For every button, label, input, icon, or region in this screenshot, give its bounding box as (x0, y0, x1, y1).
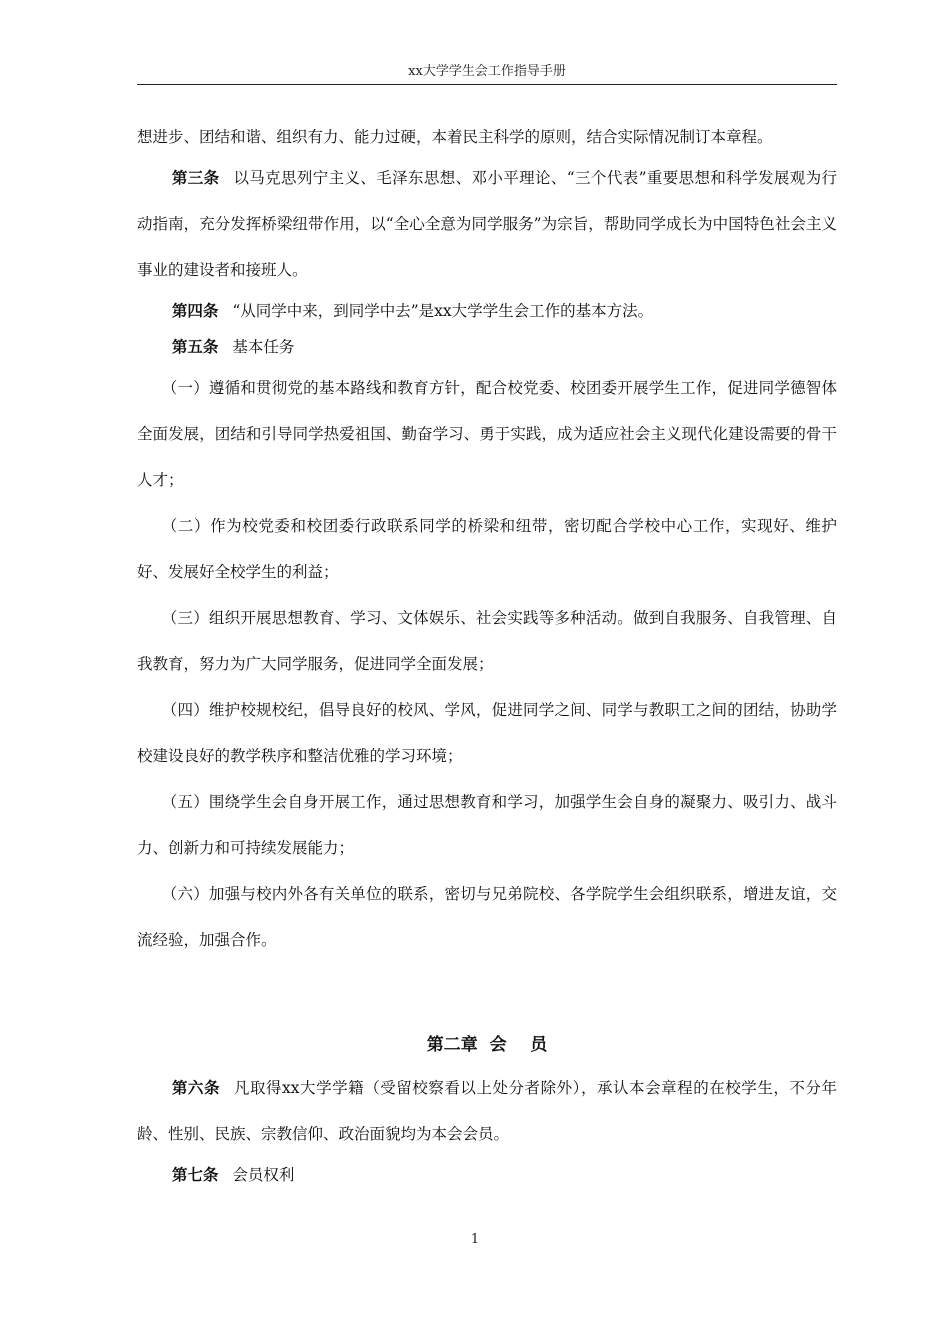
article-6-label: 第六条 (171, 1078, 220, 1097)
page-header (137, 62, 837, 85)
article-6 (137, 1065, 837, 1157)
intro-paragraph: 想进步、团结和谐、组织有力、能力过硬，本着民主科学的原则，结合实际情况制订本章程。 (137, 128, 773, 146)
task-item-5: （五）围绕学生会自身开展工作，通过思想教育和学习，加强学生会自身的凝聚力、吸引力、战斗力、创新力和可持续发展能力； (137, 793, 837, 857)
task-item-6: （六）加强与校内外各有关单位的联系，密切与兄弟院校、各学院学生会组织联系，增进友谊，交流经验，加强合作。 (137, 885, 837, 949)
task-item-2: （二）作为校党委和校团委行政联系同学的桥梁和纽带，密切配合学校中心工作，实现好、维护好、发展好全校学生的利益； (137, 517, 837, 581)
article-5-text: 基本任务 (232, 338, 295, 356)
document-body (137, 119, 837, 1193)
article-5-label: 第五条 (171, 337, 219, 356)
chapter-heading: 第二章 会 员 (426, 1035, 548, 1055)
header-title: xx大学学生会工作指导手册 (408, 64, 566, 79)
article-4-label: 第四条 (171, 301, 219, 320)
article-7 (137, 1157, 837, 1193)
article-3 (137, 155, 837, 293)
task-item-4: （四）维护校规校纪，倡导良好的校风、学风，促进同学之间、同学与教职工之间的团结，协助学校建设良好的教学秩序和整洁优雅的学习环境； (137, 701, 837, 765)
article-5 (137, 329, 837, 365)
article-3-text: 以马克思列宁主义、毛泽东思想、邓小平理论、“三个代表”重要思想和科学发展观为行动指南，充分发挥桥梁纽带作用，以“全心全意为同学服务”为宗旨，帮助同学成长为中国特色社会主义事业的建设者和接班人。 (137, 169, 837, 279)
page-number: 1 (470, 1232, 480, 1247)
article-4 (137, 293, 837, 329)
article-3-label: 第三条 (171, 168, 220, 187)
task-item-3: （三）组织开展思想教育、学习、文体娱乐、社会实践等多种活动。做到自我服务、自我管理、自我教育，努力为广大同学服务，促进同学全面发展； (137, 609, 837, 673)
article-7-label: 第七条 (171, 1165, 219, 1184)
article-7-text: 会员权利 (232, 1166, 295, 1184)
task-item-1: （一）遵循和贯彻党的基本路线和教育方针，配合校党委、校团委开展学生工作，促进同学德智体全面发展，团结和引导同学热爱祖国、勤奋学习、勇于实践，成为适应社会主义现代化建设需要的骨干人才； (137, 379, 837, 489)
article-4-text: “从同学中来，到同学中去”是xx大学学生会工作的基本方法。 (232, 302, 654, 320)
section-spacer (137, 963, 837, 1025)
article-6-text: 凡取得xx大学学籍（受留校察看以上处分者除外），承认本会章程的在校学生，不分年龄、性别、民族、宗教信仰、政治面貌均为本会会员。 (137, 1079, 837, 1143)
